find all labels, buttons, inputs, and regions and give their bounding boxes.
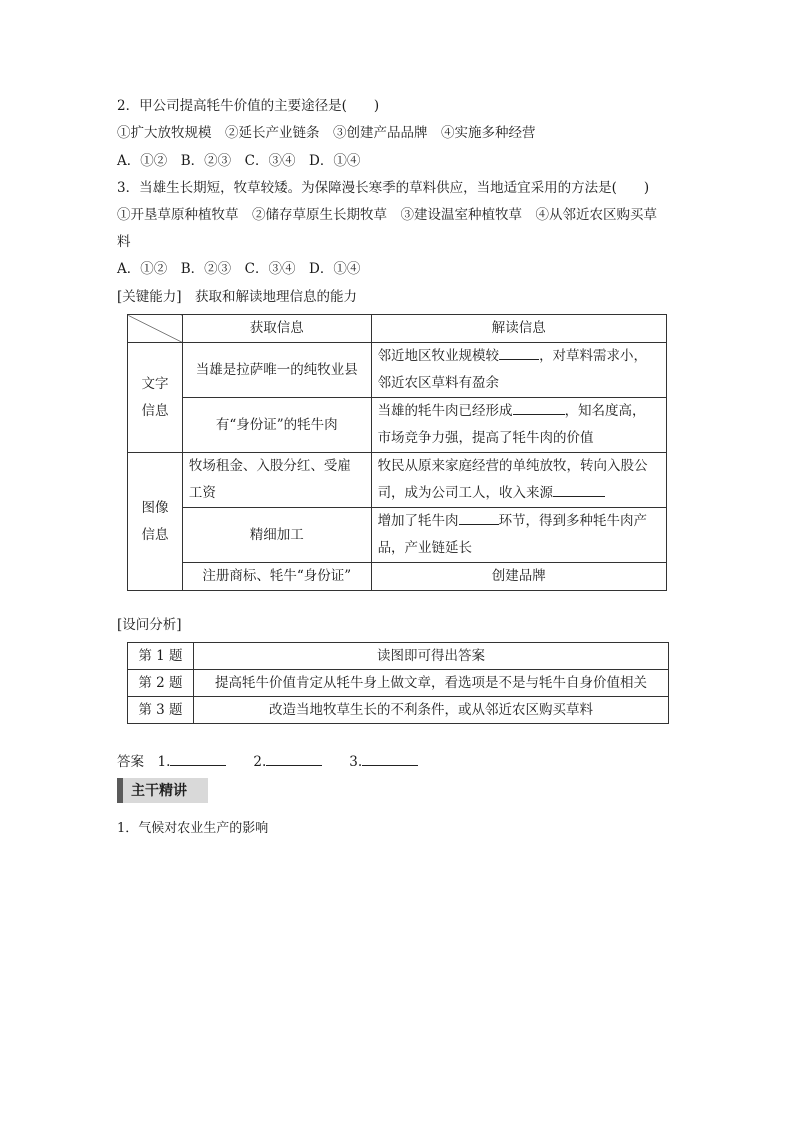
q2-items: ①扩大放牧规模 ②延长产业链条 ③创建产品品牌 ④实施多种经营 (117, 125, 536, 141)
answer-blank (459, 510, 499, 525)
info-cell: 有“身份证”的牦牛肉 (182, 398, 371, 453)
section-title: 主干精讲 (131, 783, 187, 799)
interp-cell: 邻近地区牧业规模较 ，对草料需求小， 邻近农区草料有盈余 (371, 343, 666, 398)
q2-options: A．①② B．②③ C．③④ D．①④ (117, 153, 361, 169)
point-1-heading: 1．气候对农业生产的影响 (117, 821, 269, 836)
question-number: 第 2 题 (128, 670, 194, 697)
analysis-table (127, 642, 669, 724)
analysis-label: [设问分析] (117, 617, 182, 633)
answer-line (117, 751, 418, 772)
q3-items-line1: ①开垦草原种植牧草 ②储存草原生长期牧草 ③建设温室种植牧草 ④从邻近农区购买草 (117, 207, 657, 223)
question-number: 第 3 题 (128, 697, 194, 724)
answer-1-label: 1. (157, 754, 171, 770)
answer-blank (513, 400, 565, 415)
interp-cell: 当雄的牦牛肉已经形成 ，知名度高， 市场竞争力强，提高了牦牛肉的价值 (371, 398, 666, 453)
interp-cell: 牧民从原来家庭经营的单纯放牧，转向入股公 司，成为公司工人，收入来源 (371, 453, 666, 508)
q2-stem: 2．甲公司提高牦牛价值的主要途径是( ) (117, 98, 380, 114)
answer-3-blank (362, 751, 418, 766)
info-cell: 当雄是拉萨唯一的纯牧业县 (182, 343, 371, 398)
answer-2-label: 2. (253, 754, 267, 770)
question-number: 第 1 题 (128, 643, 194, 670)
info-cell: 牧场租金、入股分红、受雇 工资 (182, 453, 371, 508)
header-interpret-info: 解读信息 (371, 315, 666, 343)
key-ability-title: 获取和解读地理信息的能力 (195, 289, 358, 305)
group-image-info: 图像 信息 (128, 453, 183, 591)
q3-options: A．①② B．②③ C．③④ D．①④ (117, 261, 361, 277)
question-analysis: 提高牦牛价值肯定从牦牛身上做文章，看选项是不是与牦牛自身价值相关 (193, 670, 668, 697)
info-cell: 精细加工 (182, 508, 371, 563)
answer-2-blank (266, 751, 322, 766)
section-heading (117, 778, 208, 803)
question-analysis: 读图即可得出答案 (193, 643, 668, 670)
answer-label: 答案 (117, 754, 144, 770)
answer-3-label: 3. (349, 754, 363, 770)
q3-stem: 3．当雄生长期短，牧草较矮。为保障漫长寒季的草料供应，当地适宜采用的方法是( ) (117, 180, 650, 196)
group-text-info: 文字 信息 (128, 343, 183, 453)
question-analysis: 改造当地牧草生长的不利条件，或从邻近农区购买草料 (193, 697, 668, 724)
answer-blank (553, 482, 605, 497)
q3-items-line2: 料 (117, 234, 131, 250)
interp-cell: 增加了牦牛肉 环节，得到多种牦牛肉产 品，产业链延长 (371, 508, 666, 563)
answer-blank (499, 345, 539, 360)
ability-table (127, 314, 667, 591)
header-get-info: 获取信息 (182, 315, 371, 343)
info-cell: 注册商标、牦牛“身份证” (182, 563, 371, 591)
key-ability-heading (117, 287, 357, 307)
diagonal-header-cell (128, 315, 183, 343)
key-ability-label: [关键能力] (117, 289, 182, 305)
answer-1-blank (170, 751, 226, 766)
interp-cell: 创建品牌 (371, 563, 666, 591)
